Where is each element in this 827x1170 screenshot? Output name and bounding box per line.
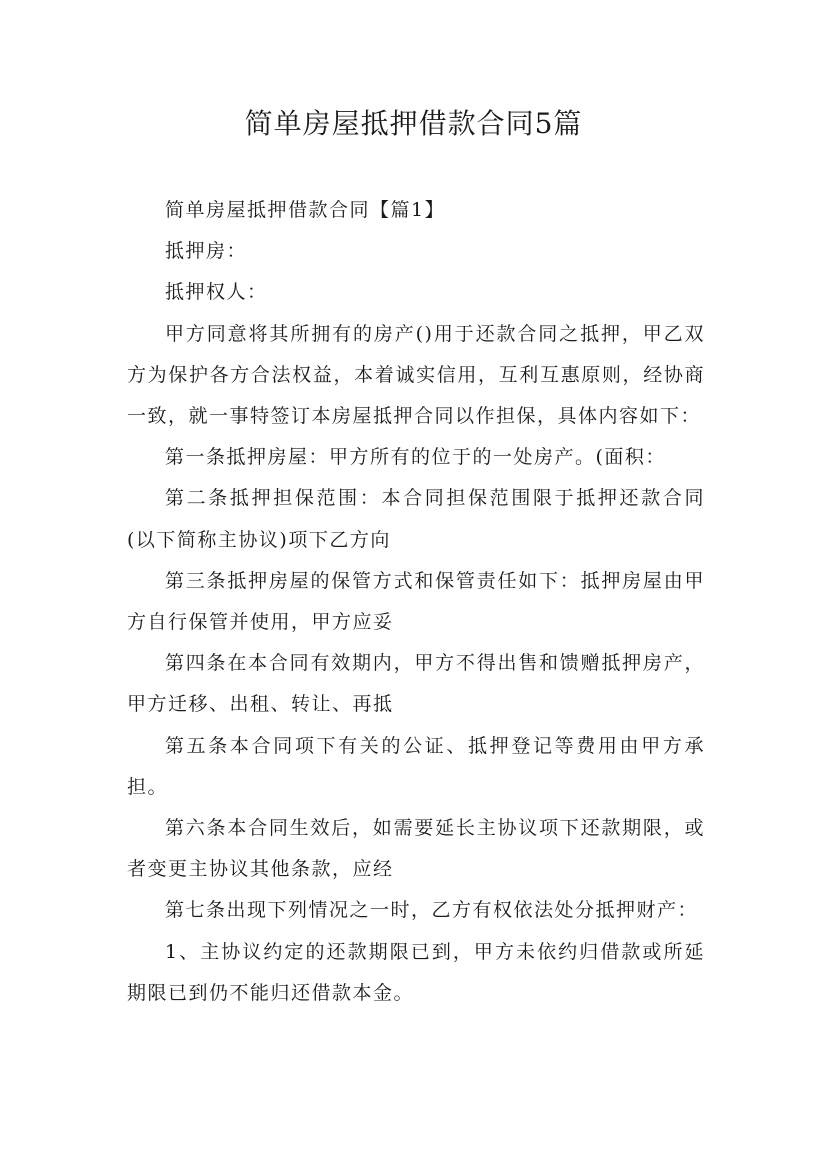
paragraph-article-5: 第五条本合同项下有关的公证、抵押登记等费用由甲方承担。	[127, 734, 705, 798]
paragraph-article-6: 第六条本合同生效后，如需要延长主协议项下还款期限，或者变更主协议其他条款，应经	[127, 817, 705, 881]
document-body	[127, 190, 705, 1014]
paragraph-article-4: 第四条在本合同有效期内，甲方不得出售和馈赠抵押房产，甲方迁移、出租、转让、再抵	[127, 652, 705, 716]
paragraph-article-1: 第一条抵押房屋：甲方所有的位于的一处房产。(面积：	[165, 446, 666, 469]
paragraph-mortgagee: 抵押权人：	[165, 281, 268, 304]
paragraph-preamble: 甲方同意将其所拥有的房产()用于还款合同之抵押，甲乙双方为保护各方合法权益，本着诚实信用，互利互惠原则，经协商一致，就一事特签订本房屋抵押合同以作担保，具体内容如下：	[127, 322, 705, 428]
paragraph-article-2: 第二条抵押担保范围：本合同担保范围限于抵押还款合同(以下简称主协议)项下乙方向	[127, 487, 705, 551]
paragraph-article-7: 第七条出现下列情况之一时，乙方有权依法处分抵押财产：	[165, 899, 699, 922]
document-title: 简单房屋抵押借款合同5篇	[244, 107, 583, 140]
paragraph-item-1: 1、主协议约定的还款期限已到，甲方未依约归借款或所延期限已到仍不能归还借款本金。	[127, 940, 705, 1004]
paragraph-mortgaged-house: 抵押房：	[165, 240, 248, 263]
paragraph-heading: 简单房屋抵押借款合同【篇1】	[165, 199, 446, 221]
paragraph-article-3: 第三条抵押房屋的保管方式和保管责任如下：抵押房屋由甲方自行保管并使用，甲方应妥	[127, 569, 705, 634]
